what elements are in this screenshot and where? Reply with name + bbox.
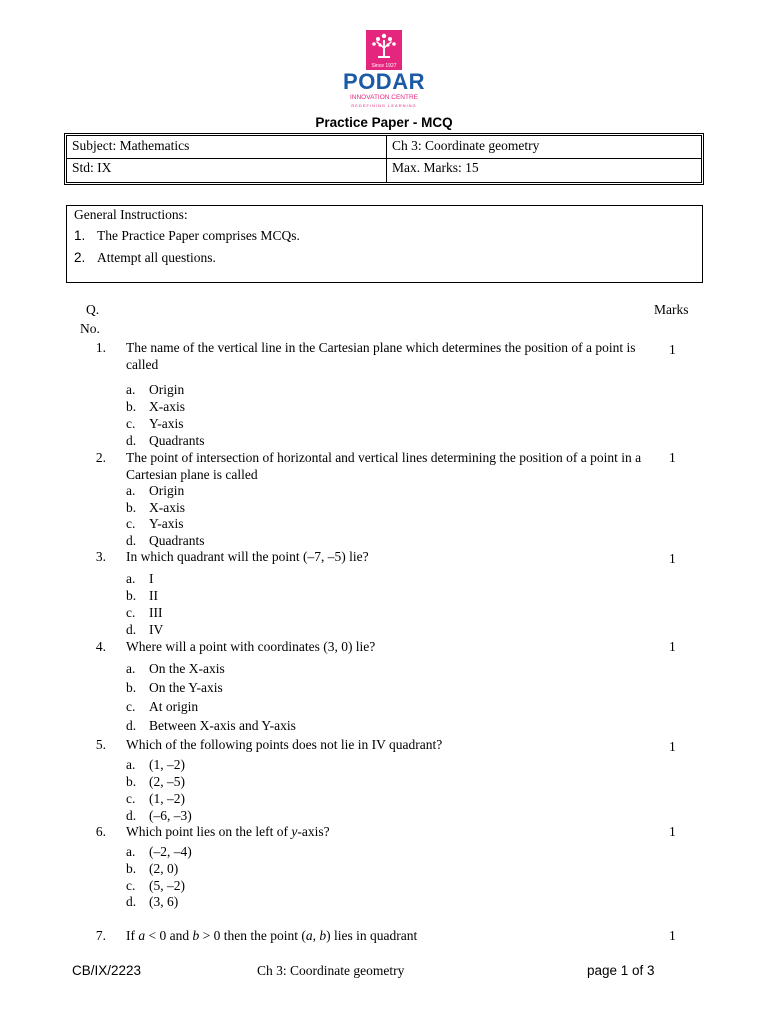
tree-logo-icon xyxy=(366,30,402,70)
option xyxy=(126,532,204,549)
question-text-part: < 0 and xyxy=(145,928,193,943)
question-marks: 1 xyxy=(669,342,676,357)
option-text: Y-axis xyxy=(149,516,184,531)
table-divider xyxy=(67,158,701,159)
info-table xyxy=(64,133,704,185)
question-text-part: If xyxy=(126,928,139,943)
option xyxy=(126,398,185,415)
option xyxy=(126,660,225,677)
option-text: Quadrants xyxy=(149,533,205,548)
question-text-part: -axis? xyxy=(297,824,330,839)
option-text: Y-axis xyxy=(149,416,184,431)
question-text-part: Which point lies on the left of xyxy=(126,824,292,839)
footer-code: CB/IX/2223 xyxy=(72,963,142,978)
option-letter: b. xyxy=(126,500,137,515)
chapter-cell: Ch 3: Coordinate geometry xyxy=(392,138,540,153)
option-letter: d. xyxy=(126,433,137,448)
qno-header-no: No. xyxy=(80,321,100,336)
option-text: At origin xyxy=(149,699,199,714)
option xyxy=(126,807,192,824)
option-text: III xyxy=(149,605,163,620)
option xyxy=(126,621,163,638)
question-text-var: b xyxy=(192,928,200,943)
max-marks-cell: Max. Marks: 15 xyxy=(392,160,479,175)
option-letter: d. xyxy=(126,894,137,909)
option-text: II xyxy=(149,588,158,603)
option-letter: b. xyxy=(126,774,137,789)
option xyxy=(126,482,184,499)
option-letter: a. xyxy=(126,757,136,772)
option-text: (1, –2) xyxy=(149,791,185,806)
footer-chapter: Ch 3: Coordinate geometry xyxy=(257,963,405,978)
option-letter: c. xyxy=(126,416,136,431)
instruction-text: The Practice Paper comprises MCQs. xyxy=(97,228,300,243)
marks-header: Marks xyxy=(654,302,689,317)
question-marks: 1 xyxy=(669,824,676,839)
instruction-number: 1. xyxy=(74,228,86,243)
option-text: (–6, –3) xyxy=(149,808,192,823)
option-letter: a. xyxy=(126,571,136,586)
option-text: (2, –5) xyxy=(149,774,185,789)
option xyxy=(126,679,223,696)
option-text: Origin xyxy=(149,483,185,498)
instruction-item xyxy=(74,227,300,245)
question-text-part: ) lies in quadrant xyxy=(326,928,418,943)
question-text-var: a xyxy=(138,928,146,943)
qno-header-q: Q. xyxy=(86,302,100,317)
question-text: The point of intersection of horizontal and vertical lines determining the position of a point in a Cartesian plane is called xyxy=(126,450,642,482)
question-number: 2. xyxy=(95,450,106,465)
question-marks: 1 xyxy=(669,450,676,465)
option xyxy=(126,717,296,734)
option-letter: b. xyxy=(126,680,137,695)
instruction-text: Attempt all questions. xyxy=(97,250,216,265)
footer-page-number: page 1 of 3 xyxy=(587,963,655,978)
question-marks: 1 xyxy=(669,739,676,754)
school-logo xyxy=(334,30,434,110)
option-letter: a. xyxy=(126,661,136,676)
subject-cell: Subject: Mathematics xyxy=(72,138,190,153)
std-cell: Std: IX xyxy=(72,160,112,175)
question-number: 1. xyxy=(95,340,106,355)
option-text: (1, –2) xyxy=(149,757,185,772)
option-letter: d. xyxy=(126,808,137,823)
option xyxy=(126,604,163,621)
question-text-var: b xyxy=(319,928,327,943)
option-letter: a. xyxy=(126,483,136,498)
logo-tagline: REDEFINING LEARNING xyxy=(351,103,417,108)
option-letter: c. xyxy=(126,699,136,714)
option-letter: c. xyxy=(126,516,136,531)
option-letter: c. xyxy=(126,605,136,620)
option-text: X-axis xyxy=(149,399,185,414)
question-marks: 1 xyxy=(669,639,676,654)
option-letter: d. xyxy=(126,533,137,548)
question-text: Where will a point with coordinates (3, 0) lie? xyxy=(126,639,376,654)
question-marks: 1 xyxy=(669,551,676,566)
question-number: 4. xyxy=(95,639,106,654)
option-letter: d. xyxy=(126,622,137,637)
question-number: 3. xyxy=(95,549,106,564)
question-number: 6. xyxy=(95,824,106,839)
option-text: (3, 6) xyxy=(149,894,179,909)
option-letter: c. xyxy=(126,878,136,893)
option xyxy=(126,877,185,894)
option-text: On the X-axis xyxy=(149,661,225,676)
question-text-part: , xyxy=(312,928,320,943)
option xyxy=(126,773,185,790)
option-text: (5, –2) xyxy=(149,878,185,893)
option-letter: b. xyxy=(126,861,137,876)
instructions-heading: General Instructions: xyxy=(74,207,188,222)
logo-name: PODAR xyxy=(343,69,425,94)
option xyxy=(126,570,154,587)
option-letter: a. xyxy=(126,844,136,859)
option xyxy=(126,499,185,516)
option xyxy=(126,843,192,860)
option-text: (–2, –4) xyxy=(149,844,192,859)
option-text: Between X-axis and Y-axis xyxy=(149,718,296,733)
option xyxy=(126,381,184,398)
question-number: 5. xyxy=(95,737,106,752)
option-text: Quadrants xyxy=(149,433,205,448)
question-text: Which of the following points does not lie in IV quadrant? xyxy=(126,737,443,752)
question-text: The name of the vertical line in the Cartesian plane which determines the position of a point is called xyxy=(126,340,636,372)
option-text: IV xyxy=(149,622,164,637)
option-text: Origin xyxy=(149,382,185,397)
option-letter: a. xyxy=(126,382,136,397)
option-letter: b. xyxy=(126,588,137,603)
question-text: In which quadrant will the point (–7, –5) lie? xyxy=(126,549,369,564)
option xyxy=(126,515,184,532)
option-text: X-axis xyxy=(149,500,185,515)
instruction-number: 2. xyxy=(74,250,86,265)
option xyxy=(126,860,178,877)
logo-since: Since 1927 xyxy=(371,63,397,69)
question-text xyxy=(126,823,646,840)
question-text-part: > 0 then the point ( xyxy=(199,928,306,943)
question-number: 7. xyxy=(95,928,106,943)
option-letter: b. xyxy=(126,399,137,414)
logo-subtitle: INNOVATION CENTRE xyxy=(349,94,418,101)
question-text-var: a xyxy=(305,928,313,943)
option xyxy=(126,893,178,910)
question-text xyxy=(126,927,646,944)
option-text: On the Y-axis xyxy=(149,680,223,695)
option-text: I xyxy=(149,571,154,586)
question-marks: 1 xyxy=(669,928,676,943)
instruction-item xyxy=(74,249,216,267)
option xyxy=(126,790,185,807)
general-instructions xyxy=(66,205,703,283)
option xyxy=(126,756,185,773)
option xyxy=(126,432,204,449)
paper-title: Practice Paper - MCQ xyxy=(315,115,453,130)
option-letter: d. xyxy=(126,718,137,733)
option-text: (2, 0) xyxy=(149,861,179,876)
question-text-var: y xyxy=(291,824,298,839)
option xyxy=(126,415,184,432)
option xyxy=(126,587,158,604)
option xyxy=(126,698,198,715)
option-letter: c. xyxy=(126,791,136,806)
